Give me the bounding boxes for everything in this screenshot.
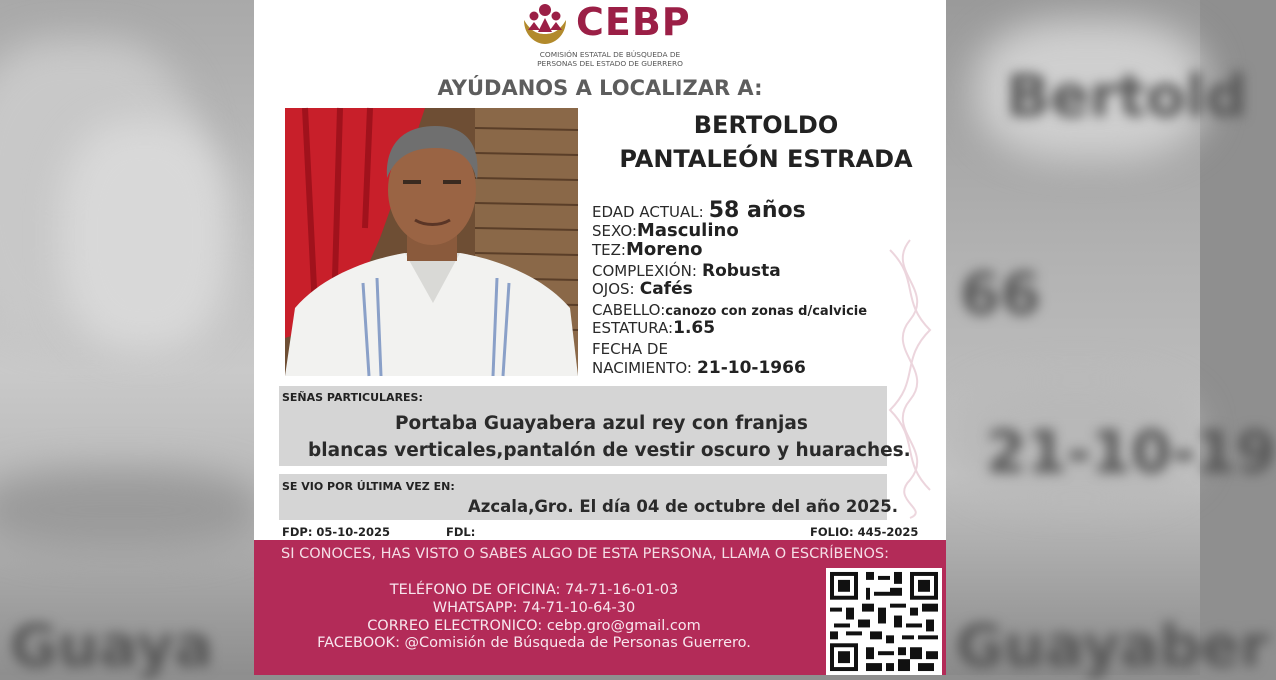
senas-box (279, 386, 911, 466)
person-photo (285, 108, 578, 376)
ghost-text: Guayaber (956, 612, 1269, 680)
field-label: OJOS: (592, 280, 635, 298)
field-value: Moreno (625, 239, 703, 260)
ultima-vez-text: Azcala,Gro. El día 04 de octubre del año 2025. (468, 497, 899, 516)
blurred-background-right (946, 0, 1276, 680)
field-sexo (592, 220, 739, 241)
fdp-date: FDP: 05-10-2025 (282, 525, 390, 539)
ghost-text: 66 (960, 260, 1041, 328)
field-label: CABELLO: (592, 301, 666, 319)
field-fecha-label (592, 339, 668, 358)
contact-whatsapp: WHATSAPP: 74-71-10-64-30 (432, 600, 636, 616)
senas-label: SEÑAS PARTICULARES: (282, 391, 423, 404)
fdl-date: FDL: (446, 525, 476, 539)
poster-heading: AYÚDANOS A LOCALIZAR A: (437, 76, 763, 100)
qr-code-icon (826, 568, 942, 675)
logo-subtitle (520, 50, 700, 68)
senas-line1: Portaba Guayabera azul rey con franjas (395, 413, 808, 434)
field-value: canozo con zonas d/calvicie (665, 304, 868, 319)
person-name-line1: BERTOLDO (693, 111, 839, 139)
field-complexion (592, 261, 781, 281)
field-value: 21-10-1966 (697, 358, 806, 378)
cebp-logo (520, 0, 700, 70)
ultima-vez-box (279, 474, 899, 520)
field-value: 58 años (708, 198, 806, 223)
blurred-background-left (0, 0, 254, 680)
field-value: Cafés (639, 279, 693, 299)
call-to-action: SI CONOCES, HAS VISTO O SABES ALGO DE ESTA PERSONA, LLAMA O ESCRÍBENOS: (281, 546, 890, 562)
missing-person-poster (254, 0, 946, 675)
field-value: Masculino (636, 220, 739, 241)
logo-name: CEBP (576, 0, 691, 44)
field-ojos (592, 279, 693, 299)
field-label: EDAD ACTUAL: (592, 203, 704, 221)
contact-phone: TELÉFONO DE OFICINA: 74-71-16-01-03 (389, 582, 679, 598)
contact-footer (254, 540, 946, 675)
contact-facebook: FACEBOOK: @Comisión de Búsqueda de Personas Guerrero. (317, 635, 751, 651)
field-value: 1.65 (673, 318, 716, 338)
senas-line2: blancas verticales,pantalón de vestir oscuro y huaraches. (308, 440, 911, 461)
ghost-text: 21-10-19 (986, 418, 1276, 486)
field-fecha (592, 358, 806, 378)
field-estatura (592, 318, 715, 338)
field-value: Robusta (701, 261, 781, 281)
field-label: NACIMIENTO: (592, 359, 692, 377)
logo-subtitle-line: COMISIÓN ESTATAL DE BÚSQUEDA DE (539, 50, 681, 59)
ghost-text: Bertold (1006, 62, 1248, 130)
field-label: FECHA DE (592, 340, 668, 358)
person-name-line2: PANTALEÓN ESTRADA (619, 145, 913, 173)
contact-email: CORREO ELECTRONICO: cebp.gro@gmail.com (367, 618, 701, 634)
field-tez (592, 239, 703, 260)
field-label: TEZ: (592, 241, 626, 259)
cebp-emblem-icon (520, 0, 570, 46)
field-cabello (592, 300, 867, 319)
field-label: COMPLEXIÓN: (592, 262, 697, 280)
ultima-vez-label: SE VIO POR ÚLTIMA VEZ EN: (282, 480, 455, 493)
ghost-text: Guaya (10, 612, 214, 680)
field-label: SEXO: (592, 222, 637, 240)
folio-number: FOLIO: 445-2025 (810, 525, 919, 539)
logo-subtitle-line: PERSONAS DEL ESTADO DE GUERRERO (537, 59, 683, 68)
ornament-watermark (880, 230, 940, 520)
field-label: ESTATURA: (592, 319, 674, 337)
